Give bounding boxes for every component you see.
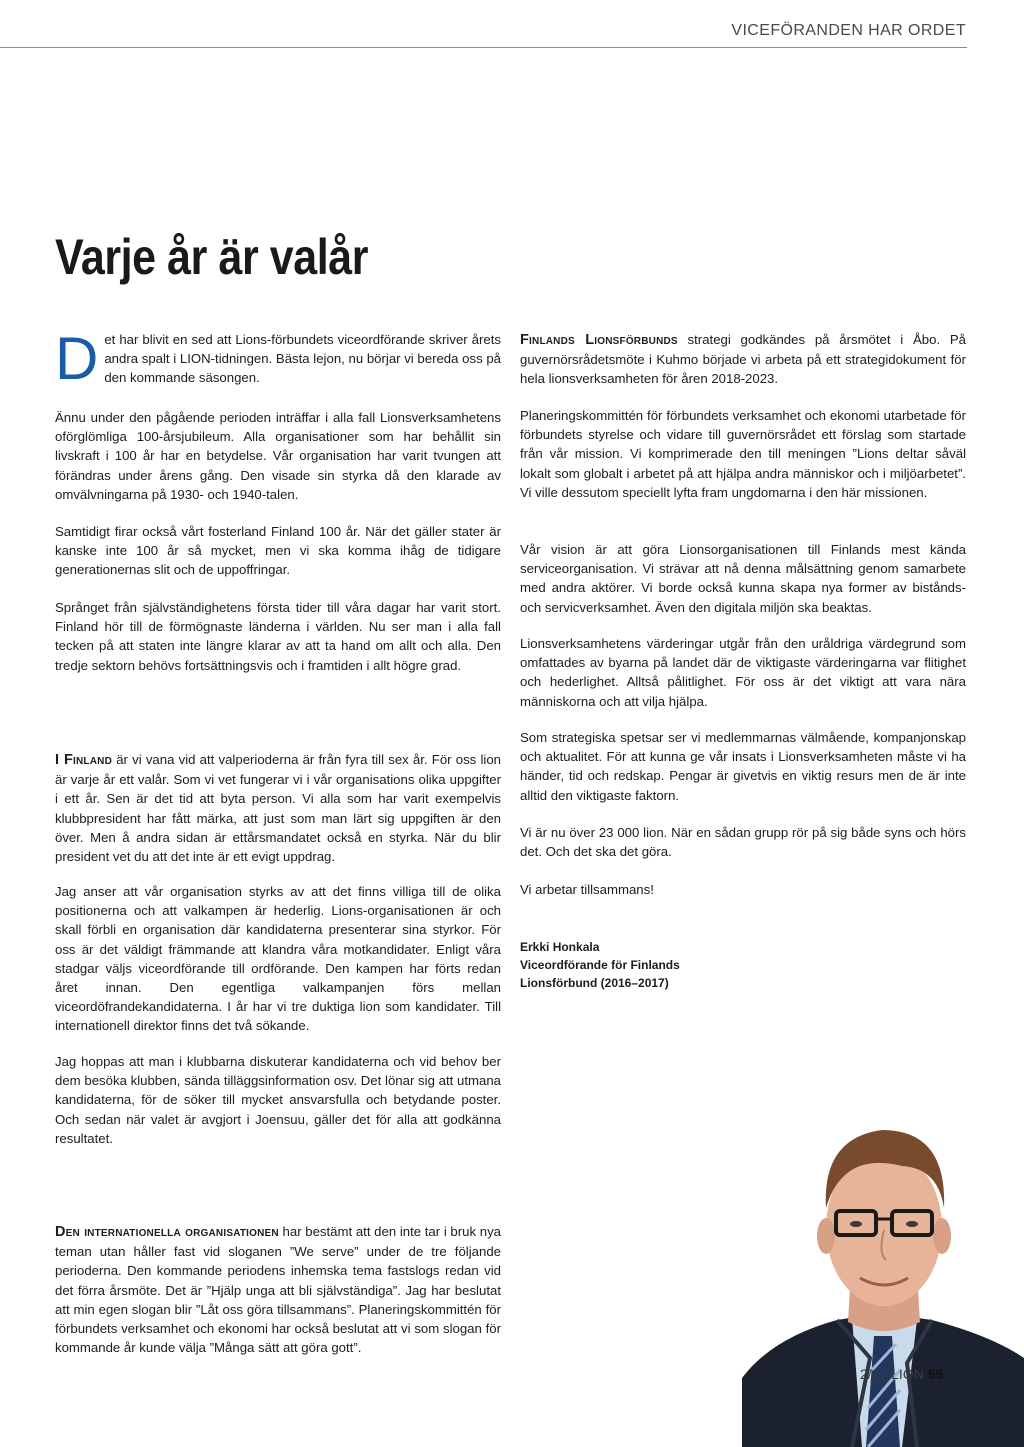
intro-block [55,325,501,392]
signature-role: Viceordförande för Finlands [520,958,680,972]
section-paragraph [55,1222,501,1357]
section-lead: I Finland [55,752,113,768]
author-portrait-photo [742,1108,1024,1447]
paragraph-text: Lionsverksamhetens värderingar utgår från den uråldriga värdegrund som omfattades av byarna på landet där de viktigaste värderingarna var flitighet och hederlighet. Alltså pålitlighet. För oss är det viktigt att vara nära människorna och att vilja hjälpa. [520,636,966,709]
issue-number: 2/17 [860,1366,888,1382]
signature-name: Erkki Honkala [520,940,600,954]
magazine-name: LION [891,1366,924,1382]
paragraph [520,406,966,502]
paragraph-text: Vår vision är att göra Lionsorganisationen till Finlands mest kända serviceorganisation. Vi strävar att nå denna målsättning genom samarbete med andra aktörer. Vi borde också kunna skapa nya former av bistånds- och servicverksamhet. Även den digitala miljön ska beaktas. [520,542,966,615]
paragraph-text: är vi vana vid att valperioderna är från fyra till sex år. För oss lion är varje år ett valår. Som vi vet fungerar vi i vår organisations olika uppgifter i ett år. Sen är det tid att byta person. Vi alla som har varit exempelvis klubbpresident har fått märka, att just som man lärt sig uppgiften är den över. Men å andra sidan är ettårsmandatet också en styrka. När du blir president vet du att det inte är ett evigt uppdrag. [55,752,501,865]
paragraph [55,408,501,504]
paragraph [520,880,966,899]
article-title: Varje år är valår [55,229,369,285]
paragraph-text: Jag hoppas att man i klubbarna diskuterar kandidaterna och vid behov ber dem besöka klubben, sända tilläggsinformation osv. Det lönar sig att utmana kandidaterna, för de söker till mycket ansvarsfulla och betydande poster. Och sedan när valet är avgjort i Joensuu, gäller det för alla att godkänna resultatet. [55,1054,501,1146]
drop-cap: D [55,325,99,392]
signature-role: Lionsförbund (2016–2017) [520,976,669,990]
paragraph [55,598,501,675]
paragraph-text: Som strategiska spetsar ser vi medlemmarnas välmående, kompanjonskap och aktualitet. För att kunna ge vår insats i Lionsverksamheten måste vi ha händer, tid och redskap. Pengar är givetvis en viktig resurs men de är inte alltid den viktigaste faktorn. [520,730,966,803]
paragraph-text: Planeringskommittén för förbundets verksamhet och ekonomi utarbetade för förbundets styrelse och vidare till guvernörsrådet ett förslag som startade från vår mission. Vi komprimerade den till meningen ”Lions deltar såväl lokalt som globalt i arbetet på att hjälpa andra människor och i miljöarbetet”. Vi ville dessutom speciellt lyfta fram ungdomarna i den här missionen. [520,408,966,500]
paragraph [55,882,501,1036]
page-footer [860,1366,943,1382]
paragraph [55,1052,501,1148]
signature [520,938,966,992]
section-lead: Den internationella organisationen [55,1224,279,1240]
section-paragraph [520,330,966,389]
paragraph [520,634,966,711]
section-header-label: VICEFÖRANDEN HAR ORDET [731,22,966,39]
paragraph-text: har bestämt att den inte tar i bruk nya teman utan håller fast vid sloganen ”We serve” under de tre följande perioderna. Den kommande periodens inhemska tema fastslogs redan vid det förra årsmöte. Det är ”Hjälp unga att bli självständiga”. Jag har beslutat att min egen slogan blir ”Låt oss göra tillsammans”. Planeringskommittén för förbundets verksamhet och ekonomi har också beslutat att vi som slogan för kommande år kunde välja ”Många sätt att göra gott”. [55,1224,501,1356]
page-number: 55 [927,1366,944,1382]
header-rule [0,47,967,48]
paragraph-text: Samtidigt firar också vårt fosterland Finland 100 år. När det gäller stater är kanske inte 100 år så mycket, men vi ska komma ihåg de tidigare generationernas slit och de uppoffringar. [55,524,501,578]
section-paragraph [55,750,501,866]
paragraph-text: Vi är nu över 23 000 lion. När en sådan grupp rör på sig både syns och hörs det. Och det ska det göra. [520,825,966,860]
paragraph [520,823,966,861]
paragraph [520,728,966,805]
paragraph [520,540,966,617]
intro-paragraph: et har blivit en sed att Lions-förbundets viceordförande skriver årets andra spalt i LION-tidningen. Bästa lejon, nu börjar vi bereda oss på den kommande säsongen. [104,332,501,386]
paragraph-text: Språnget från självständighetens första tider till våra dagar har varit stort. Finland hör till de förmögnaste länderna i världen. Nu ser man i alla fall tecken på att staten inte längre klarar av att ta hand om allt och alla. Den tredje sektorn behövs fortsättningsvis och i framtiden i allt högre grad. [55,600,501,673]
paragraph-text: Vi arbetar tillsammans! [520,882,654,897]
section-lead: Finlands Lionsförbunds [520,332,678,348]
paragraph-text: Jag anser att vår organisation styrks av att det finns villiga till de olika positionerna och att valkampen är hederlig. Lions-organisationen är och skall förbli en organisation där kandidaterna presenterar sina styrkor. För oss är det väldigt främmande att klandra våra motkandidater. Enligt våra stadgar väljs viceordförande till ordförande. Den kampen har förts redan året innan. Den egentliga valkampanjen förs mellan viceordöfrandekandidaterna. I år har vi tre duktiga lion som kandidater. Till internationell direktor finns det två sökande. [55,884,501,1034]
paragraph [55,522,501,580]
paragraph-text: Ännu under den pågående perioden inträffar i alla fall Lionsverksamhetens oförglömliga 100-årsjubileum. Alla organisationer som har behållit sin livskraft i 100 år har en betydelse. Vår organisation har varit tvungen att förändras under årens gång. Den visade sin styrka då den klarade av omvälvningarna på 1930- och 1940-talen. [55,410,501,502]
paragraph-text: strategi godkändes på årsmötet i Åbo. På guvernörsrådetsmöte i Kuhmo började vi arbeta på ett strategidokument för hela lionsverksamheten för åren 2018-2023. [520,332,966,387]
